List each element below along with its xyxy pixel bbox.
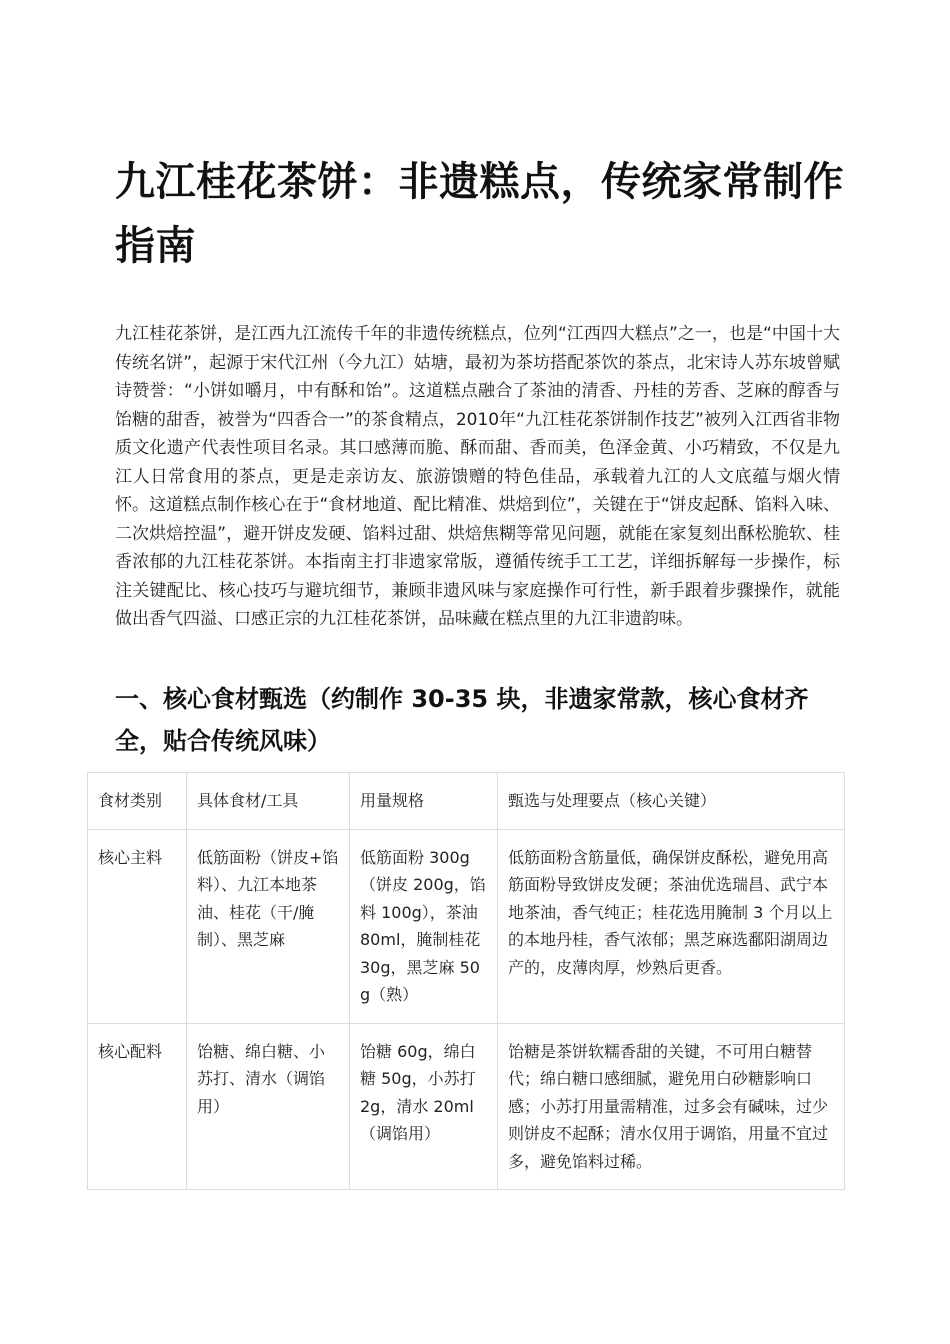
table-cell-amount: 饴糖 60g，绵白糖 50g，小苏打 2g，清水 20ml（调馅用） [350,1023,498,1190]
table-cell-notes: 饴糖是茶饼软糯香甜的关键，不可用白糖替代；绵白糖口感细腻，避免用白砂糖影响口感；小苏打用量需精准，过多会有碱味，过少则饼皮不起酥；清水仅用于调馅，用量不宜过多，避免馅料过稀。 [498,1023,845,1190]
intro-paragraph: 九江桂花茶饼，是江西九江流传千年的非遗传统糕点，位列“江西四大糕点”之一，也是“中国十大传统名饼”，起源于宋代江州（今九江）姑塘，最初为茶坊搭配茶饮的茶点，北宋诗人苏东坡曾赋诗赞誉：“小饼如嚼月，中有酥和饴”。这道糕点融合了茶油的清香、丹桂的芳香、芝麻的醇香与饴糖的甜香，被誉为“四香合一”的茶食精点，2010年“九江桂花茶饼制作技艺”被列入江西省非物质文化遗产代表性项目名录。其口感薄而脆、酥而甜、香而美，色泽金黄、小巧精致，不仅是九江人日常食用的茶点，更是走亲访友、旅游馈赠的特色佳品，承载着九江的人文底蕴与烟火情怀。这道糕点制作核心在于“食材地道、配比精准、烘焙到位”，关键在于“饼皮起酥、馅料入味、二次烘焙控温”，避开饼皮发硬、馅料过甜、烘焙焦糊等常见问题，就能在家复刻出酥松脆软、桂香浓郁的九江桂花茶饼。本指南主打非遗家常版，遵循传统手工工艺，详细拆解每一步操作，标注关键配比、核心技巧与避坑细节，兼顾非遗风味与家庭操作可行性，新手跟着步骤操作，就能做出香气四溢、口感正宗的九江桂花茶饼，品味藏在糕点里的九江非遗韵味。 [115,324,840,629]
page-title: 九江桂花茶饼：非遗糕点，传统家常制作指南 [115,159,844,269]
table-header-notes: 甄选与处理要点（核心关键） [498,773,845,830]
ingredients-table [87,772,845,1190]
section-heading-ingredients: 一、核心食材甄选（约制作 30-35 块，非遗家常款，核心食材齐全，贴合传统风味） [115,685,809,755]
table-row [88,1023,845,1190]
table-row [88,829,845,1023]
table-cell-category: 核心配料 [88,1023,187,1190]
table-header-items: 具体食材/工具 [187,773,350,830]
table-header-category: 食材类别 [88,773,187,830]
table-cell-amount: 低筋面粉 300g（饼皮 200g，馅料 100g），茶油 80ml，腌制桂花 30g，黑芝麻 50g（熟） [350,829,498,1023]
table-cell-notes: 低筋面粉含筋量低，确保饼皮酥松，避免用高筋面粉导致饼皮发硬；茶油优选瑞昌、武宁本地茶油，香气纯正；桂花选用腌制 3 个月以上的本地丹桂，香气浓郁；黑芝麻选鄱阳湖周边产的，皮薄肉厚，炒熟后更香。 [498,829,845,1023]
table-cell-items: 饴糖、绵白糖、小苏打、清水（调馅用） [187,1023,350,1190]
table-cell-items: 低筋面粉（饼皮+馅料）、九江本地茶油、桂花（干/腌制）、黑芝麻 [187,829,350,1023]
table-header-amount: 用量规格 [350,773,498,830]
table-cell-category: 核心主料 [88,829,187,1023]
table-header-row [88,773,845,830]
